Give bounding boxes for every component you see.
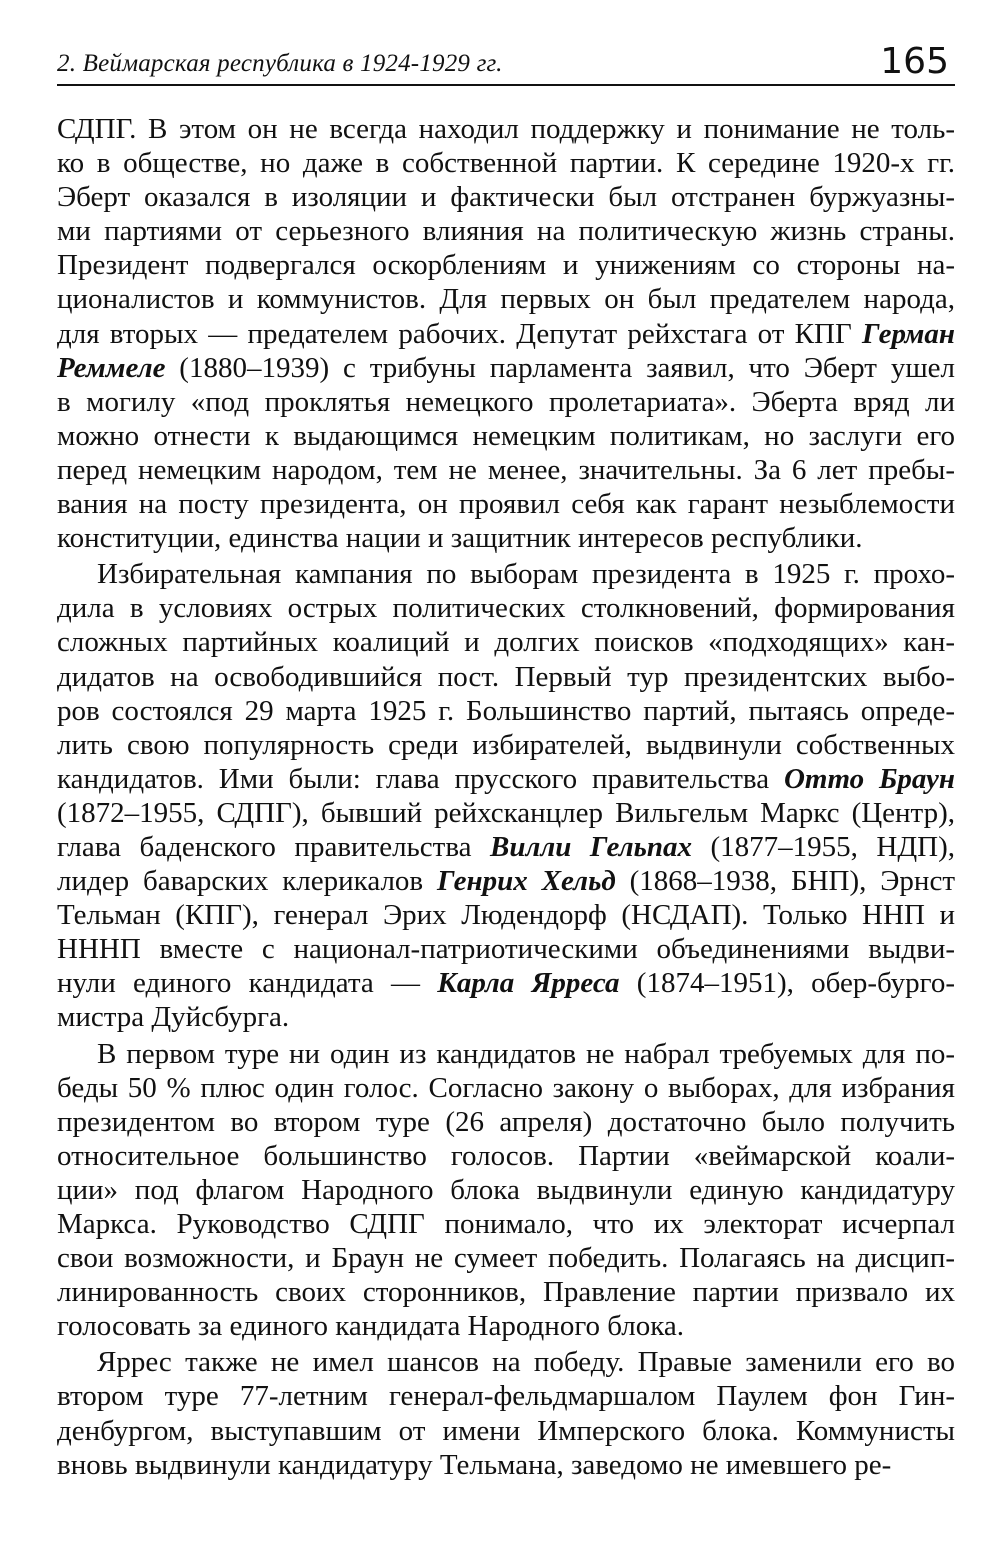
text-run: президентом во втором туре (26 апреля) достаточно было получить (57, 1105, 955, 1138)
italic-name: Вилли Гельпах (490, 830, 692, 863)
text-line (57, 830, 955, 864)
text-run: ми партиями от серьезного влияния на политическую жизнь страны. (57, 215, 955, 248)
text-run: СДПГ. В этом он не всегда находил поддержку и понимание не толь- (57, 113, 955, 145)
text-line (57, 521, 955, 555)
text-run: вновь выдвинули кандидатуру Тельмана, заведомо не имевшего ре- (57, 1448, 892, 1481)
text-line (57, 1414, 955, 1448)
text-line (57, 1173, 955, 1207)
text-run: денбургом, выступавшим от имени Имперского блока. Коммунисты (57, 1414, 955, 1447)
paragraph (57, 1345, 955, 1481)
text-run: в могилу «под проклятья немецкого пролетариата». Эберта вряд ли (57, 385, 955, 418)
text-run: (1868–1938, БНП), Эрнст (615, 865, 955, 898)
text-line (57, 796, 955, 830)
italic-name: Генрих Хельд (437, 865, 616, 898)
text-run: Эберт оказался в изоляции и фактически был отстранен буржуазны- (57, 181, 955, 214)
text-line (57, 898, 955, 932)
text-run: (1877–1955, НДП), (691, 830, 955, 863)
text-line (57, 1000, 955, 1034)
text-run: Тельман (КПГ), генерал Эрих Людендорф (НСДАП). Только ННП и (57, 899, 955, 932)
paragraph (57, 112, 955, 555)
text-line (57, 1241, 955, 1275)
paragraph (57, 557, 955, 1034)
text-run: дидатов на освободившийся пост. Первый тур президентских выбо- (57, 660, 955, 693)
text-run: ко в обществе, но даже в собственной партии. К середине 1920-х гг. (57, 147, 955, 180)
text-line (57, 660, 955, 694)
text-line (57, 1309, 955, 1343)
page-number: 165 (880, 41, 949, 82)
italic-name: Реммеле (57, 351, 166, 384)
text-line (57, 180, 955, 214)
text-line (57, 966, 955, 1000)
text-line (57, 248, 955, 282)
text-run: глава баденского правительства (57, 830, 491, 863)
text-run: Президент подвергался оскорблениям и унижениям со стороны на- (57, 249, 955, 282)
text-run: можно отнести к выдающимся немецким политикам, но заслуги его (57, 419, 955, 452)
page-header (57, 40, 955, 86)
text-line (57, 385, 955, 419)
text-line (57, 453, 955, 487)
text-line (57, 487, 955, 521)
text-line (57, 1071, 955, 1105)
text-run: перед немецким народом, тем не менее, значительны. За 6 лет пребы- (57, 453, 955, 486)
text-line (57, 694, 955, 728)
text-line (57, 591, 955, 625)
text-line (57, 728, 955, 762)
text-run: втором туре 77-летним генерал-фельдмаршалом Паулем фон Гин- (57, 1380, 955, 1413)
text-run: ции» под флагом Народного блока выдвинули единую кандидатуру (57, 1173, 955, 1206)
text-line (57, 351, 955, 385)
text-run: конституции, единства нации и защитник интересов республики. (57, 522, 863, 555)
text-run: (1880–1939) с трибуны парламента заявил, что Эберт ушел (165, 351, 955, 384)
text-run: линированность своих сторонников, Правление партии призвало их (57, 1276, 955, 1309)
body-text (57, 112, 955, 1482)
text-run: свои возможности, и Браун не сумеет победить. Полагаясь на дисцип- (57, 1242, 955, 1275)
text-line (57, 1207, 955, 1241)
text-run: беды 50 % плюс один голос. Согласно закону о выборах, для избрания (57, 1071, 955, 1104)
italic-name: Герман (861, 317, 955, 350)
text-line (57, 282, 955, 316)
text-line (57, 1105, 955, 1139)
text-run: лидер баварских клерикалов (57, 865, 438, 898)
text-run: Маркса. Руководство СДПГ понимало, что их электорат исчерпал (57, 1208, 955, 1240)
text-line (57, 932, 955, 966)
text-line (57, 1139, 955, 1173)
text-run: дила в условиях острых политических столкновений, формирования (57, 592, 955, 625)
text-line (57, 1379, 955, 1413)
text-line (57, 762, 955, 796)
text-line (57, 864, 955, 898)
text-run: Избирательная кампания по выборам президента в 1925 г. прохо- (97, 558, 955, 591)
text-run: нули единого кандидата — (57, 967, 438, 1000)
text-run: голосовать за единого кандидата Народного блока. (57, 1310, 685, 1343)
text-run: (1872–1955, СДПГ), бывший рейхсканцлер Вильгельм Маркс (Центр), (57, 796, 955, 829)
paragraph (57, 1037, 955, 1344)
text-line (57, 214, 955, 248)
running-title: 2. Веймарская республика в 1924-1929 гг. (57, 50, 503, 77)
text-line (57, 1275, 955, 1309)
text-run: кандидатов. Ими были: глава прусского правительства (57, 762, 784, 795)
text-run: (1874–1951), обер-бурго- (619, 967, 955, 1000)
text-line (57, 112, 955, 146)
text-line (57, 1037, 955, 1071)
text-line (57, 557, 955, 591)
italic-name: Отто Браун (783, 762, 956, 795)
text-run: ров состоялся 29 марта 1925 г. Большинство партий, пытаясь опреде- (57, 694, 955, 727)
text-line (57, 625, 955, 659)
text-run: мистра Дуйсбурга. (57, 1001, 290, 1034)
text-run: ционалистов и коммунистов. Для первых он был предателем народа, (57, 283, 955, 316)
text-run: лить свою популярность среди избирателей, выдвинули собственных (57, 728, 955, 761)
text-run: НННП вместе с национал-патриотическими объединениями выдви- (57, 933, 955, 966)
italic-name: Карла Ярреса (437, 967, 620, 1000)
text-line (57, 419, 955, 453)
text-run: сложных партийных коалиций и долгих поисков «подходящих» кан- (57, 626, 955, 659)
text-run: Яррес также не имел шансов на победу. Правые заменили его во (97, 1346, 955, 1379)
text-run: относительное большинство голосов. Партии «веймарской коали- (57, 1139, 955, 1172)
text-line (57, 1448, 955, 1482)
text-line (57, 317, 955, 351)
text-run: для вторых — предателем рабочих. Депутат рейхстага от КПГ (57, 317, 862, 350)
text-run: вания на посту президента, он проявил себя как гарант незыблемости (57, 488, 955, 521)
text-line (57, 146, 955, 180)
text-line (57, 1345, 955, 1379)
text-run: В первом туре ни один из кандидатов не набрал требуемых для по- (97, 1037, 955, 1070)
